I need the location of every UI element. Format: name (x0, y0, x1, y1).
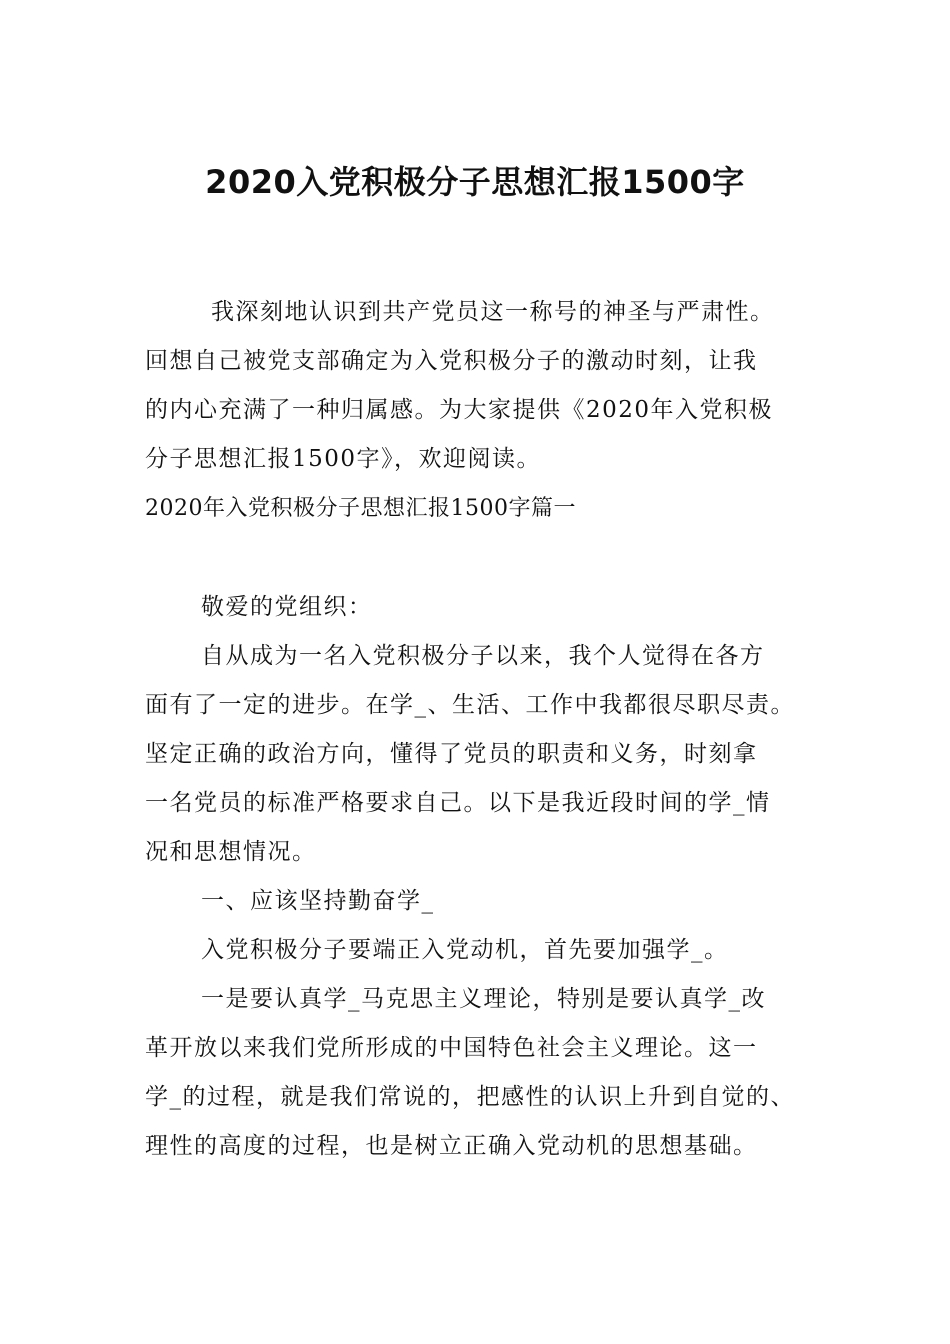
intro-paragraph (145, 288, 815, 484)
intro-line: 回想自己被党支部确定为入党积极分子的激动时刻，让我 (145, 348, 758, 374)
paragraph-line: 理性的高度的过程，也是树立正确入党动机的思想基础。 (145, 1133, 758, 1159)
paragraph-line: 况和思想情况。 (145, 839, 317, 865)
salutation (145, 583, 815, 632)
paragraph-line: 一是要认真学_马克思主义理论，特别是要认真学_改 (201, 986, 766, 1012)
heading-1 (145, 877, 815, 926)
paragraph-3 (145, 975, 815, 1171)
paragraph-line: 革开放以来我们党所形成的中国特色社会主义理论。这一 (145, 1035, 758, 1061)
intro-line: 分子思想汇报1500字》，欢迎阅读。 (145, 446, 542, 472)
paragraph-line: 学_的过程，就是我们常说的，把感性的认识上升到自觉的、 (145, 1084, 795, 1110)
spacer (145, 533, 815, 583)
paragraph-line: 一名党员的标准严格要求自己。以下是我近段时间的学_情 (145, 790, 771, 816)
paragraph-line: 坚定正确的政治方向，懂得了党员的职责和义务，时刻拿 (145, 741, 758, 767)
intro-line: 我深刻地认识到共产党员这一称号的神圣与严肃性。 (211, 299, 775, 325)
salutation-line: 敬爱的党组织： (201, 594, 373, 620)
heading-line: 一、应该坚持勤奋学_ (201, 888, 435, 914)
section-title: 2020年入党积极分子思想汇报1500字篇一 (145, 496, 576, 521)
paragraph-1 (145, 632, 815, 877)
document-body (145, 288, 815, 1171)
paragraph-line: 自从成为一名入党积极分子以来，我个人觉得在各方 (201, 643, 765, 669)
document-title: 2020入党积极分子思想汇报1500字 (205, 163, 745, 201)
paragraph-line: 面有了一定的进步。在学_、生活、工作中我都很尽职尽责。 (145, 692, 795, 718)
paragraph-line: 入党积极分子要端正入党动机，首先要加强学_。 (201, 937, 729, 963)
intro-line: 的内心充满了一种归属感。为大家提供《2020年入党积极 (145, 397, 774, 423)
paragraph-2 (145, 926, 815, 975)
